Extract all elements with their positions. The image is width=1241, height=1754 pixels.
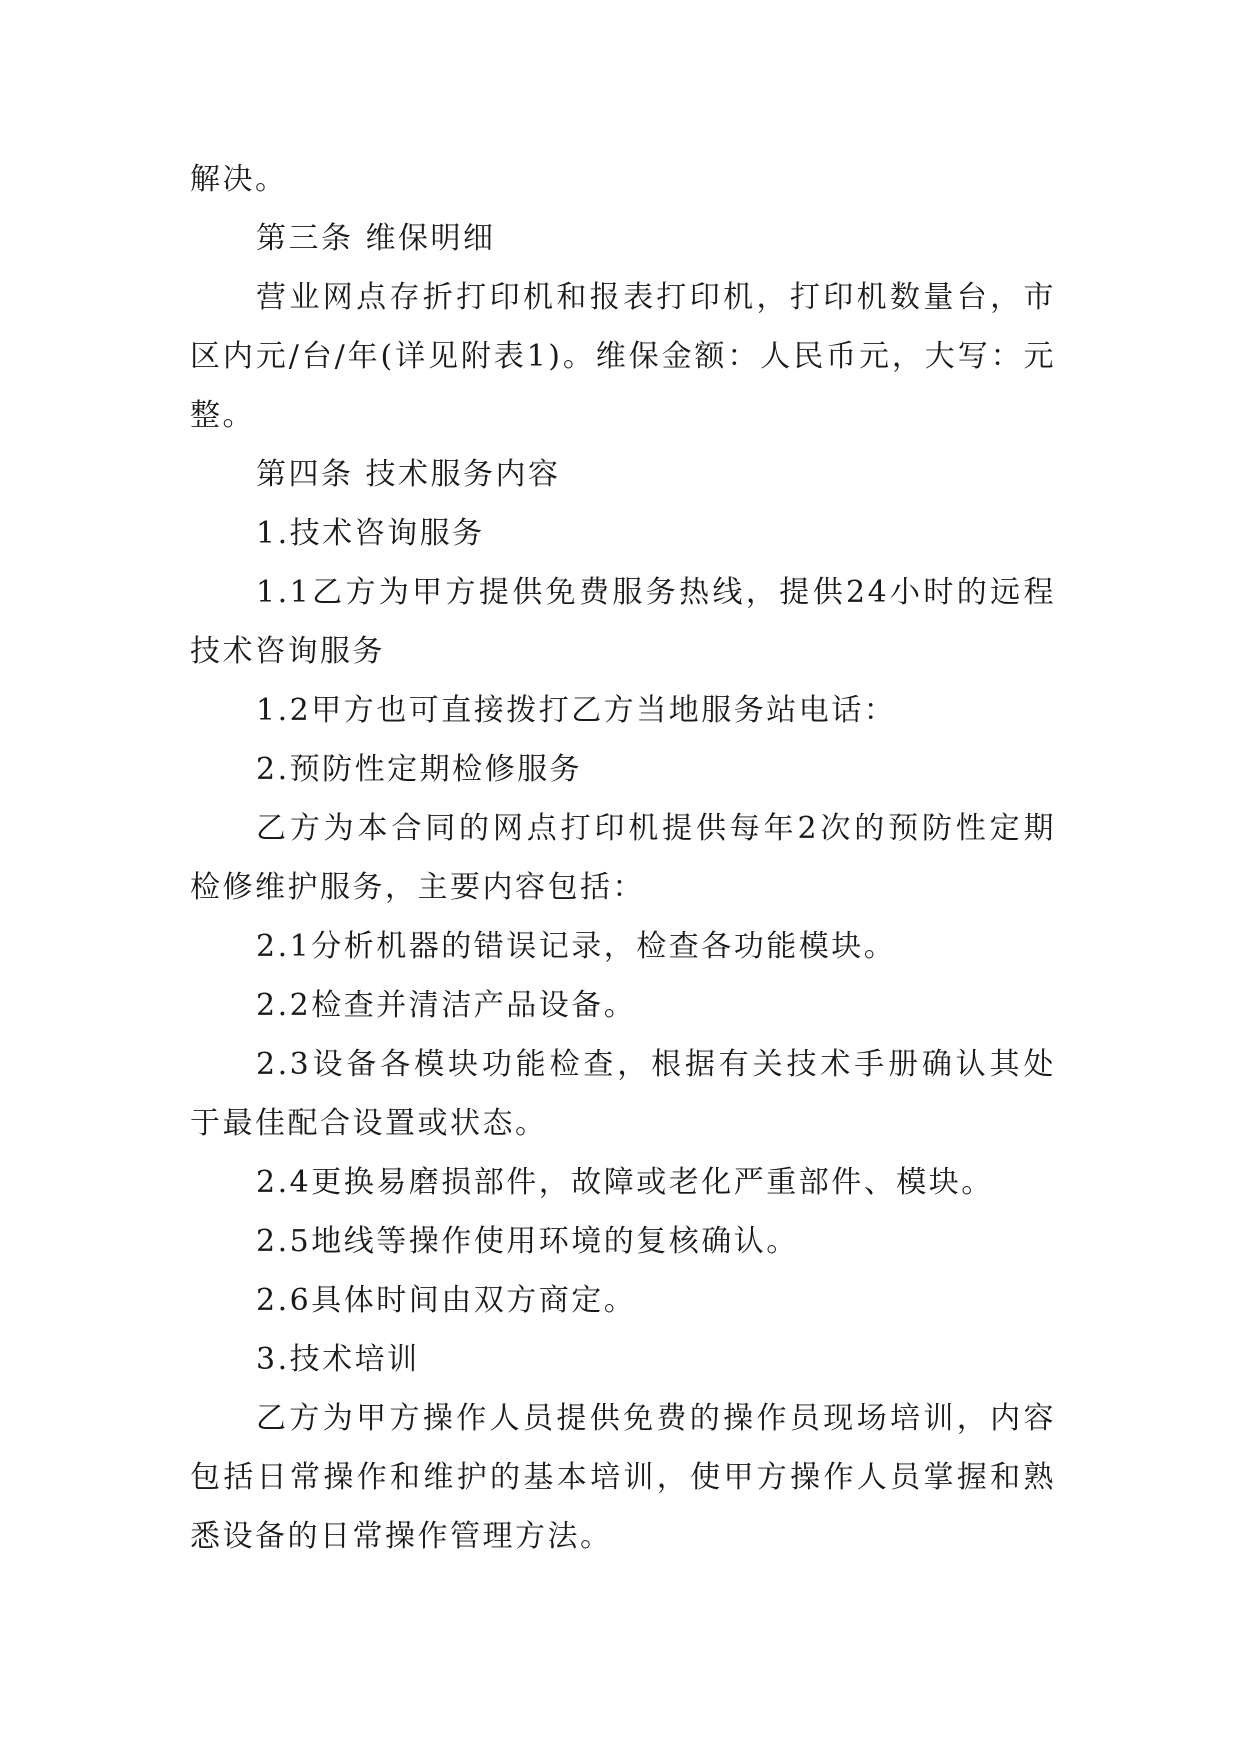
item-2-6: 2.6具体时间由双方商定。: [256, 1283, 637, 1318]
section-2-heading: 2.预防性定期检修服务: [256, 752, 583, 787]
item-2-2: 2.2检查并清洁产品设备。: [256, 988, 637, 1023]
section-3-paragraph: 乙方为甲方操作人员提供免费的操作员现场培训，内容包括日常操作和维护的基本培训，使甲方操作人员掌握和熟悉设备的日常操作管理方法。: [190, 1401, 1056, 1554]
article-4-heading: 第四条 技术服务内容: [256, 457, 561, 492]
article-3-heading: 第三条 维保明细: [256, 221, 496, 256]
paragraph-continuation: 解决。: [190, 162, 288, 197]
item-2-4: 2.4更换易磨损部件，故障或老化严重部件、模块。: [256, 1165, 994, 1200]
item-1-1: 1.1乙方为甲方提供免费服务热线，提供24小时的远程技术咨询服务: [190, 575, 1056, 669]
item-1-2: 1.2甲方也可直接拨打乙方当地服务站电话：: [256, 693, 897, 728]
item-2-1: 2.1分析机器的错误记录，检查各功能模块。: [256, 929, 897, 964]
item-2-3: 2.3设备各模块功能检查，根据有关技术手册确认其处于最佳配合设置或状态。: [190, 1047, 1056, 1141]
item-2-5: 2.5地线等操作使用环境的复核确认。: [256, 1224, 799, 1259]
section-3-heading: 3.技术培训: [256, 1342, 420, 1377]
section-2-intro: 乙方为本合同的网点打印机提供每年2次的预防性定期检修维护服务，主要内容包括：: [190, 811, 1056, 905]
section-1-heading: 1.技术咨询服务: [256, 516, 485, 551]
maintenance-details-paragraph: 营业网点存折打印机和报表打印机，打印机数量台，市区内元/台/年(详见附表1)。维保金额：人民币元，大写：元整。: [190, 280, 1056, 433]
document-body: [190, 150, 1056, 1566]
